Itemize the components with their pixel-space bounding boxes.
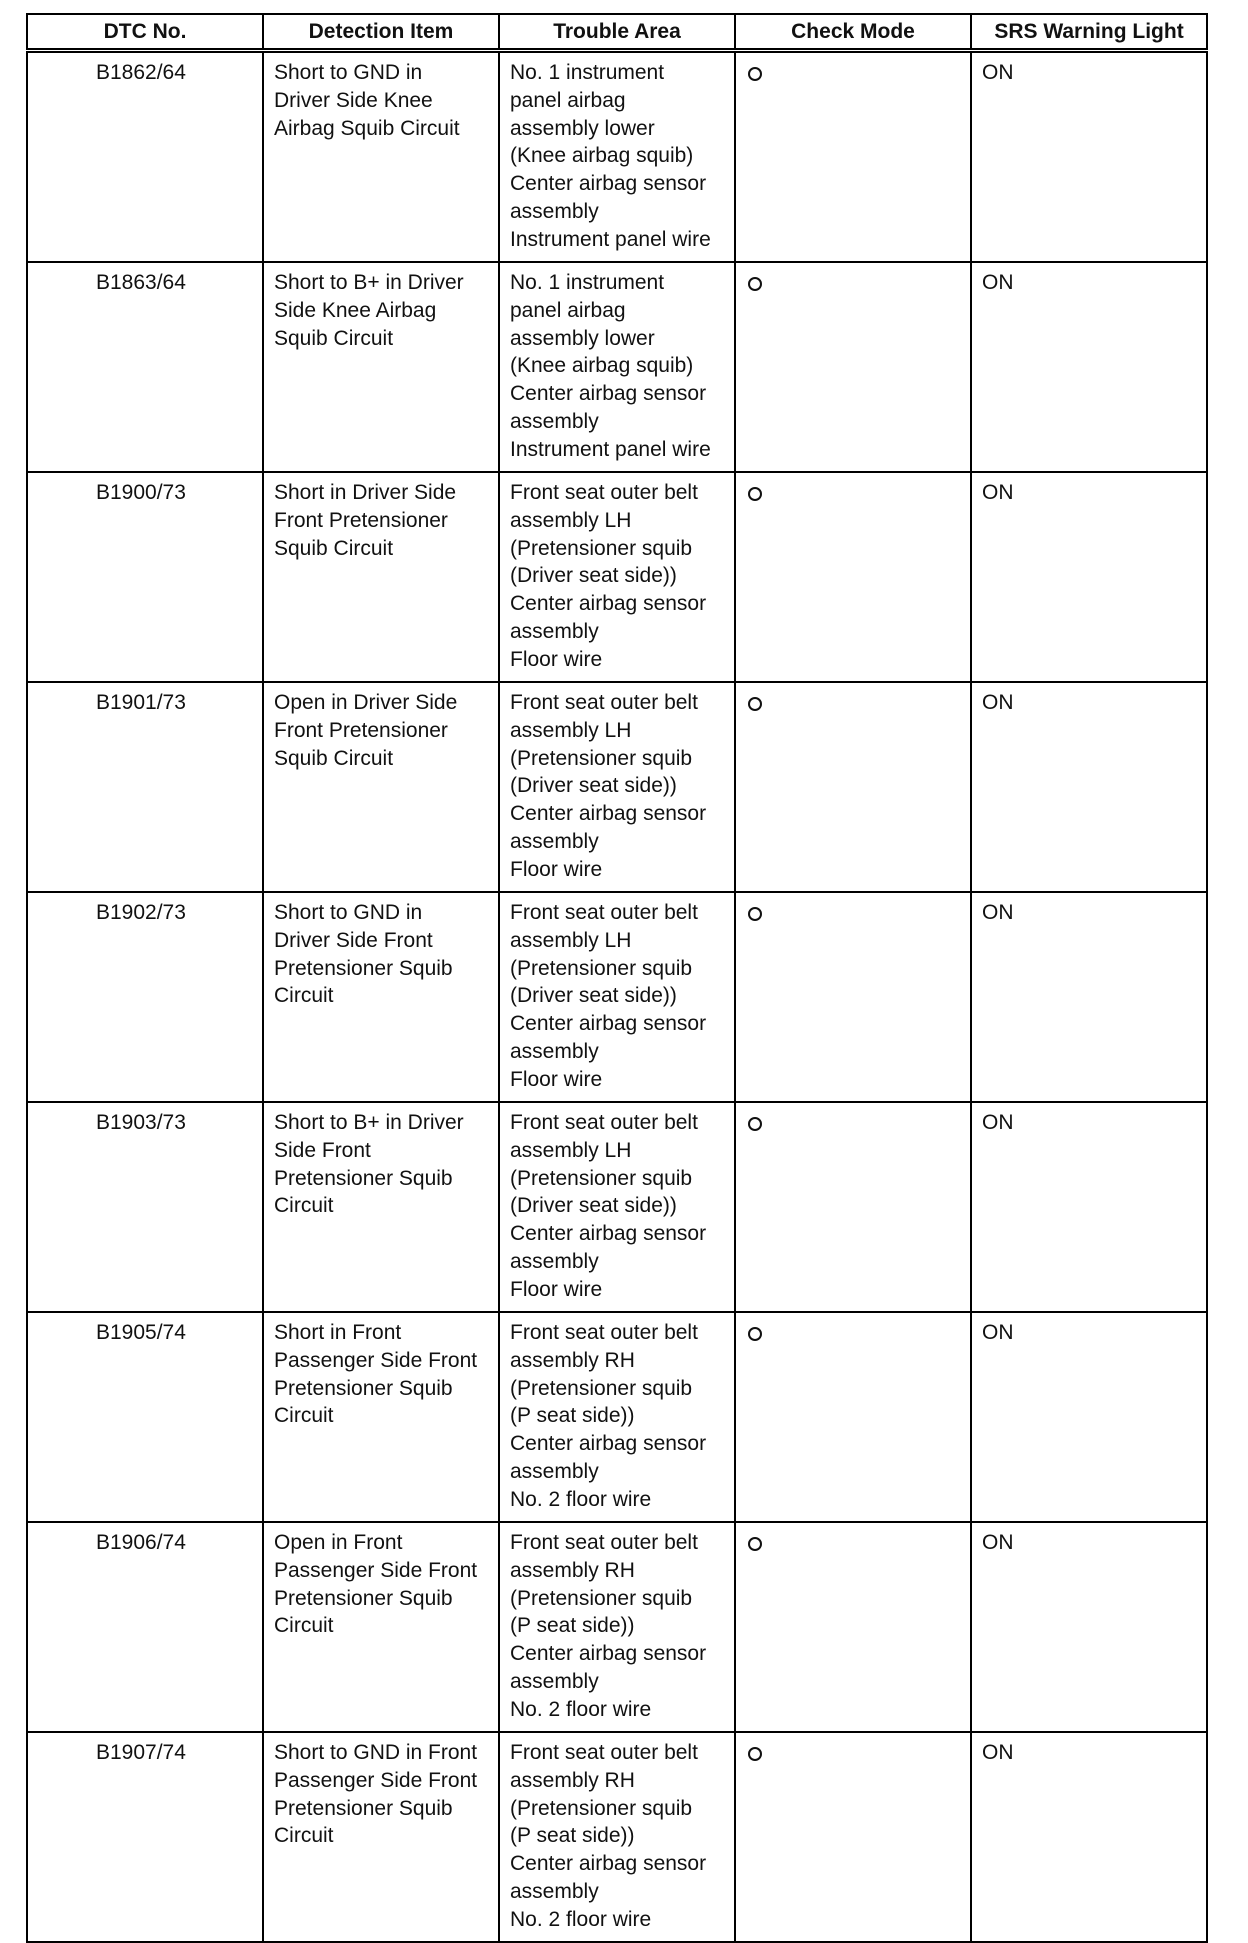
check-mode-value [762, 59, 763, 60]
dtc-number-cell: B1906/74 [27, 1522, 263, 1732]
trouble-area-cell: Front seat outer belt assembly RH (Pretensioner squib (P seat side)) Center airbag sensor assembly No. 2 floor wire [499, 1522, 735, 1732]
check-mode-circle-icon [748, 697, 762, 711]
detection-item-cell: Short to B+ in Driver Side Front Pretensioner Squib Circuit [263, 1102, 499, 1312]
detection-item-cell: Short in Driver Side Front Pretensioner Squib Circuit [263, 472, 499, 682]
trouble-area-cell: Front seat outer belt assembly LH (Pretensioner squib (Driver seat side)) Center airbag sensor assembly Floor wire [499, 1102, 735, 1312]
table-row [27, 1312, 1207, 1522]
trouble-area-cell: Front seat outer belt assembly RH (Pretensioner squib (P seat side)) Center airbag sensor assembly No. 2 floor wire [499, 1732, 735, 1942]
table-row [27, 1102, 1207, 1312]
header-check-mode: Check Mode [735, 14, 971, 51]
table-row [27, 472, 1207, 682]
detection-item-cell: Short to B+ in Driver Side Knee Airbag Squib Circuit [263, 262, 499, 472]
table-row [27, 51, 1207, 263]
header-trouble-area: Trouble Area [499, 14, 735, 51]
check-mode-value [762, 269, 763, 270]
srs-warning-light-cell: ON [971, 1522, 1207, 1732]
table-row [27, 892, 1207, 1102]
check-mode-cell [735, 51, 971, 263]
check-mode-circle-icon [748, 487, 762, 501]
header-row [27, 14, 1207, 51]
detection-item-cell: Short to GND in Driver Side Front Pretensioner Squib Circuit [263, 892, 499, 1102]
table-row [27, 1732, 1207, 1942]
srs-warning-light-cell: ON [971, 1102, 1207, 1312]
check-mode-cell [735, 1522, 971, 1732]
check-mode-cell [735, 1312, 971, 1522]
detection-item-cell: Short to GND in Driver Side Knee Airbag Squib Circuit [263, 51, 499, 263]
dtc-number-cell: B1900/73 [27, 472, 263, 682]
trouble-area-cell: Front seat outer belt assembly LH (Pretensioner squib (Driver seat side)) Center airbag sensor assembly Floor wire [499, 892, 735, 1102]
dtc-number-cell: B1907/74 [27, 1732, 263, 1942]
dtc-table [26, 13, 1208, 1943]
trouble-area-cell: No. 1 instrument panel airbag assembly lower (Knee airbag squib) Center airbag sensor assembly Instrument panel wire [499, 51, 735, 263]
check-mode-value [762, 479, 763, 480]
check-mode-value [762, 1109, 763, 1110]
table-header [27, 14, 1207, 51]
check-mode-cell [735, 262, 971, 472]
detection-item-cell: Open in Front Passenger Side Front Pretensioner Squib Circuit [263, 1522, 499, 1732]
check-mode-cell [735, 472, 971, 682]
check-mode-value [762, 899, 763, 900]
check-mode-value [762, 1319, 763, 1320]
check-mode-cell [735, 682, 971, 892]
check-mode-circle-icon [748, 67, 762, 81]
table-row [27, 682, 1207, 892]
trouble-area-cell: Front seat outer belt assembly LH (Pretensioner squib (Driver seat side)) Center airbag sensor assembly Floor wire [499, 472, 735, 682]
detection-item-cell: Open in Driver Side Front Pretensioner Squib Circuit [263, 682, 499, 892]
detection-item-cell: Short to GND in Front Passenger Side Front Pretensioner Squib Circuit [263, 1732, 499, 1942]
dtc-number-cell: B1905/74 [27, 1312, 263, 1522]
check-mode-circle-icon [748, 1327, 762, 1341]
trouble-area-cell: Front seat outer belt assembly RH (Pretensioner squib (P seat side)) Center airbag sensor assembly No. 2 floor wire [499, 1312, 735, 1522]
srs-warning-light-cell: ON [971, 892, 1207, 1102]
check-mode-circle-icon [748, 1747, 762, 1761]
header-srs-warning-light: SRS Warning Light [971, 14, 1207, 51]
dtc-number-cell: B1863/64 [27, 262, 263, 472]
header-detection-item: Detection Item [263, 14, 499, 51]
check-mode-cell [735, 1102, 971, 1312]
dtc-number-cell: B1862/64 [27, 51, 263, 263]
srs-warning-light-cell: ON [971, 51, 1207, 263]
srs-warning-light-cell: ON [971, 682, 1207, 892]
check-mode-circle-icon [748, 907, 762, 921]
header-dtc-no: DTC No. [27, 14, 263, 51]
srs-warning-light-cell: ON [971, 1732, 1207, 1942]
table-row [27, 1522, 1207, 1732]
dtc-number-cell: B1903/73 [27, 1102, 263, 1312]
srs-warning-light-cell: ON [971, 1312, 1207, 1522]
check-mode-circle-icon [748, 1537, 762, 1551]
dtc-number-cell: B1902/73 [27, 892, 263, 1102]
check-mode-circle-icon [748, 277, 762, 291]
table-row [27, 262, 1207, 472]
check-mode-circle-icon [748, 1117, 762, 1131]
detection-item-cell: Short in Front Passenger Side Front Pretensioner Squib Circuit [263, 1312, 499, 1522]
check-mode-value [762, 1739, 763, 1740]
trouble-area-cell: No. 1 instrument panel airbag assembly lower (Knee airbag squib) Center airbag sensor assembly Instrument panel wire [499, 262, 735, 472]
table-body [27, 51, 1207, 1943]
check-mode-cell [735, 892, 971, 1102]
trouble-area-cell: Front seat outer belt assembly LH (Pretensioner squib (Driver seat side)) Center airbag sensor assembly Floor wire [499, 682, 735, 892]
check-mode-cell [735, 1732, 971, 1942]
srs-warning-light-cell: ON [971, 472, 1207, 682]
check-mode-value [762, 689, 763, 690]
srs-warning-light-cell: ON [971, 262, 1207, 472]
check-mode-value [762, 1529, 763, 1530]
dtc-number-cell: B1901/73 [27, 682, 263, 892]
